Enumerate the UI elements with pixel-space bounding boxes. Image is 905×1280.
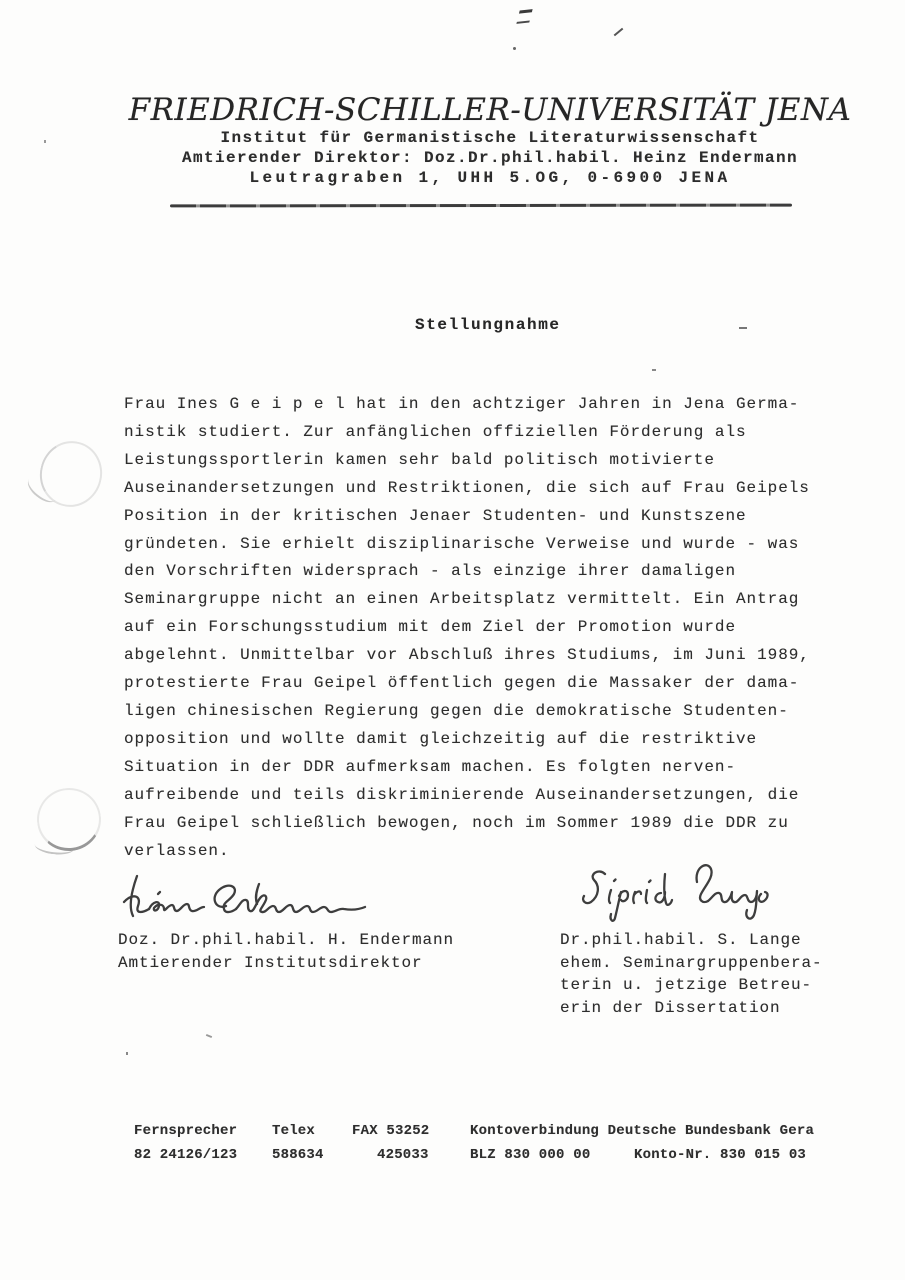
letterhead xyxy=(75,92,905,188)
body-line: Seminargruppe nicht an einen Arbeitsplatz vermittelt. Ein Antrag xyxy=(124,590,800,609)
body-line: nistik studiert. Zur anfänglichen offiziellen Förderung als xyxy=(124,422,747,441)
body-line: aufreibende und teils diskriminierende Auseinandersetzungen, die xyxy=(124,785,800,804)
body-line: Position in der kritischen Jenaer Studenten- und Kunstszene xyxy=(124,506,747,525)
fax-label: FAX 53252 xyxy=(352,1123,430,1139)
signatory-role: ehem. Seminargruppenbera- xyxy=(560,953,823,972)
scan-artifact xyxy=(516,9,532,24)
address-line: Leutragraben 1, UHH 5.OG, 0-6900 JENA xyxy=(249,169,731,187)
phone-value: 82 24126/123 xyxy=(134,1147,238,1163)
institute-name: Institut für Germanistische Literaturwissenschaft xyxy=(220,129,760,147)
signatory-role: Amtierender Institutsdirektor xyxy=(118,953,423,972)
scan-artifact xyxy=(614,28,624,37)
scan-artifact xyxy=(513,47,516,50)
university-name: FRIEDRICH-SCHILLER-UNIVERSITÄT JENA xyxy=(128,92,852,128)
punch-hole-mark xyxy=(33,434,109,513)
telex-value: 588634 xyxy=(272,1147,324,1163)
body-line: Frau Ines G e i p e l hat in den achtziger Jahren in Jena Germa- xyxy=(124,395,800,413)
body-line: Situation in der DDR aufmerksam machen. Es folgten nerven- xyxy=(124,757,736,776)
body-line: Auseinandersetzungen und Restriktionen, die sich auf Frau Geipels xyxy=(124,478,810,497)
scan-artifact xyxy=(126,1052,128,1055)
body-line: protestierte Frau Geipel öffentlich gegen die Massaker der dama- xyxy=(124,674,800,693)
scan-artifact xyxy=(206,1034,212,1038)
signatory-role: terin u. jetzige Betreu- xyxy=(560,976,813,994)
body-paragraph xyxy=(124,391,844,865)
body-line: gründeten. Sie erhielt disziplinarische Verweise und wurde - was xyxy=(124,534,800,553)
bank-label: Kontoverbindung Deutsche Bundesbank Gera xyxy=(470,1123,815,1139)
body-line: verlassen. xyxy=(124,841,230,860)
signatory-name: Doz. Dr.phil.habil. H. Endermann xyxy=(118,931,455,949)
signatory-right xyxy=(560,929,823,1019)
signatory-left xyxy=(118,929,454,974)
body-line: auf ein Forschungsstudium mit dem Ziel der Promotion wurde xyxy=(124,618,736,637)
signatory-role: erin der Dissertation xyxy=(560,998,781,1017)
bank-account: Konto-Nr. 830 015 03 xyxy=(634,1147,807,1163)
body-line: den Vorschriften widersprach - als einzige ihrer damaligen xyxy=(124,562,736,581)
scan-artifact xyxy=(739,327,747,329)
director-line: Amtierender Direktor: Doz.Dr.phil.habil. Heinz Endermann xyxy=(181,149,799,167)
telex-label: Telex xyxy=(272,1123,316,1139)
punch-hole-mark xyxy=(33,784,105,855)
scan-artifact xyxy=(652,369,656,371)
body-line: opposition und wollte damit gleichzeitig auf die restriktive xyxy=(124,729,758,748)
phone-label: Fernsprecher xyxy=(134,1123,238,1139)
signatory-name: Dr.phil.habil. S. Lange xyxy=(560,931,802,949)
body-line: ligen chinesischen Regierung gegen die demokratische Studenten- xyxy=(124,701,789,720)
body-line: abgelehnt. Unmittelbar vor Abschluß ihres Studiums, im Juni 1989, xyxy=(124,646,810,665)
scan-artifact xyxy=(44,140,46,143)
document-title: Stellungnahme xyxy=(415,316,561,334)
lange-handwritten-signature xyxy=(575,852,775,930)
body-line: Leistungssportlerin kamen sehr bald politisch motivierte xyxy=(124,450,715,469)
body-line: Frau Geipel schließlich bewogen, noch im Sommer 1989 die DDR zu xyxy=(124,813,789,832)
fax-value: 425033 xyxy=(377,1147,429,1163)
letterhead-rule xyxy=(170,204,792,208)
endermann-handwritten-signature xyxy=(120,866,370,926)
bank-blz: BLZ 830 000 00 xyxy=(470,1147,591,1163)
